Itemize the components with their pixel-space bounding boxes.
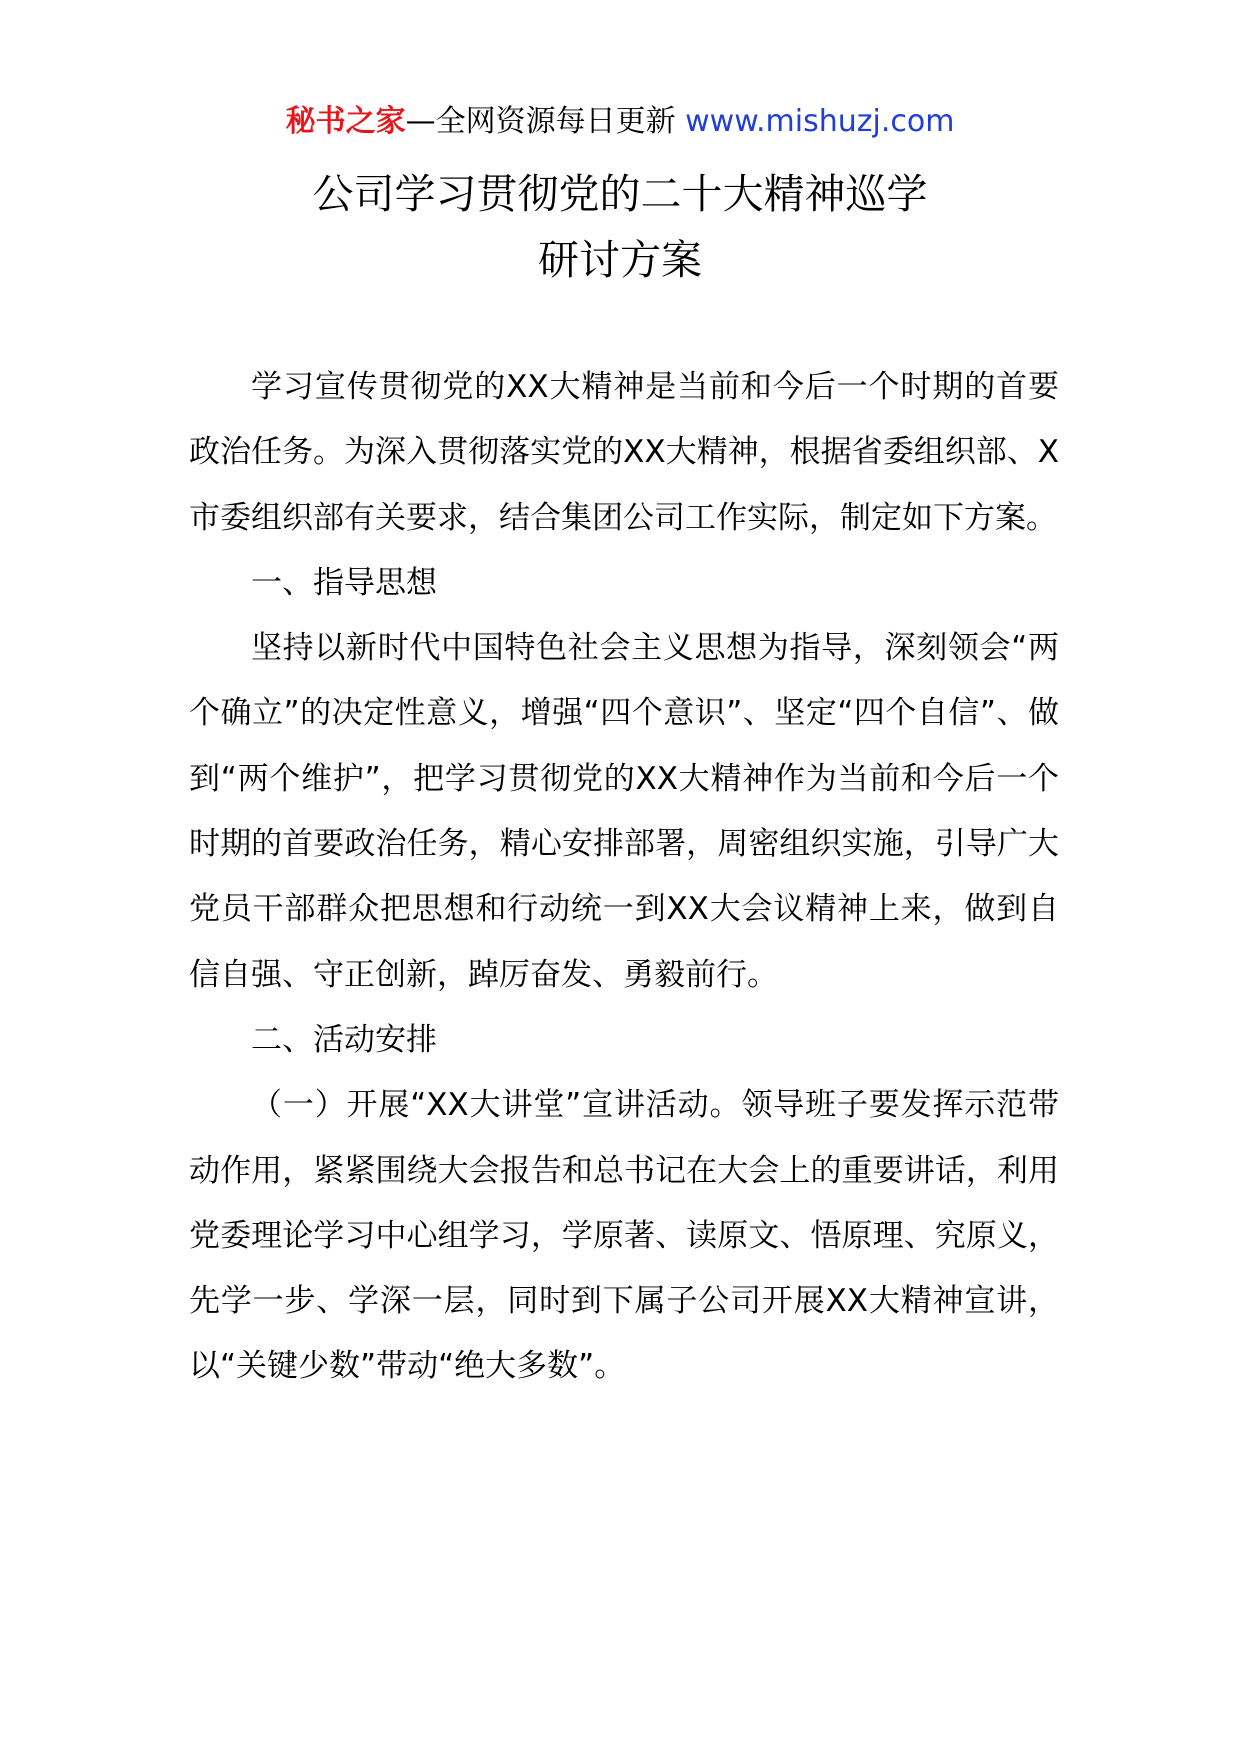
- guiding-ideology-paragraph: 坚持以新时代中国特色社会主义思想为指导，深刻领会“两个确立”的决定性意义，增强“四个意识”、坚定“四个自信”、做到“两个维护”，把学习贯彻党的XX大精神作为当前和今后一个时期的首要政治任务，精心安排部署，周密组织实施，引导广大党员干部群众把思想和行动统一到XX大会议精神上来，做到自信自强、守正创新，踔厉奋发、勇毅前行。: [189, 630, 1059, 993]
- section-heading-guiding-ideology: 一、指导思想: [251, 564, 437, 601]
- document-title-line-2: 研讨方案: [538, 236, 702, 284]
- document-body: [189, 355, 1059, 1400]
- document-title-line-1: 公司学习贯彻党的二十大精神巡学: [312, 170, 928, 218]
- intro-paragraph: 学习宣传贯彻党的XX大精神是当前和今后一个时期的首要政治任务。为深入贯彻落实党的XX大精神，根据省委组织部、X市委组织部有关要求，结合集团公司工作实际，制定如下方案。: [189, 369, 1059, 536]
- activity-item-1-paragraph: （一）开展“XX大讲堂”宣讲活动。领导班子要发挥示范带动作用，紧紧围绕大会报告和总书记在大会上的重要讲话，利用党委理论学习中心组学习，学原著、读原文、悟原理、究原义，先学一步、学深一层，同时到下属子公司开展XX大精神宣讲，以“关键少数”带动“绝大多数”。: [189, 1087, 1059, 1385]
- section-heading-activity-arrangement: 二、活动安排: [251, 1021, 437, 1058]
- site-slogan: —全网资源每日更新: [405, 104, 686, 139]
- watermark-header: [0, 102, 1240, 142]
- site-url: www.mishuzj.com: [685, 104, 955, 139]
- site-brand: 秘书之家: [285, 104, 406, 139]
